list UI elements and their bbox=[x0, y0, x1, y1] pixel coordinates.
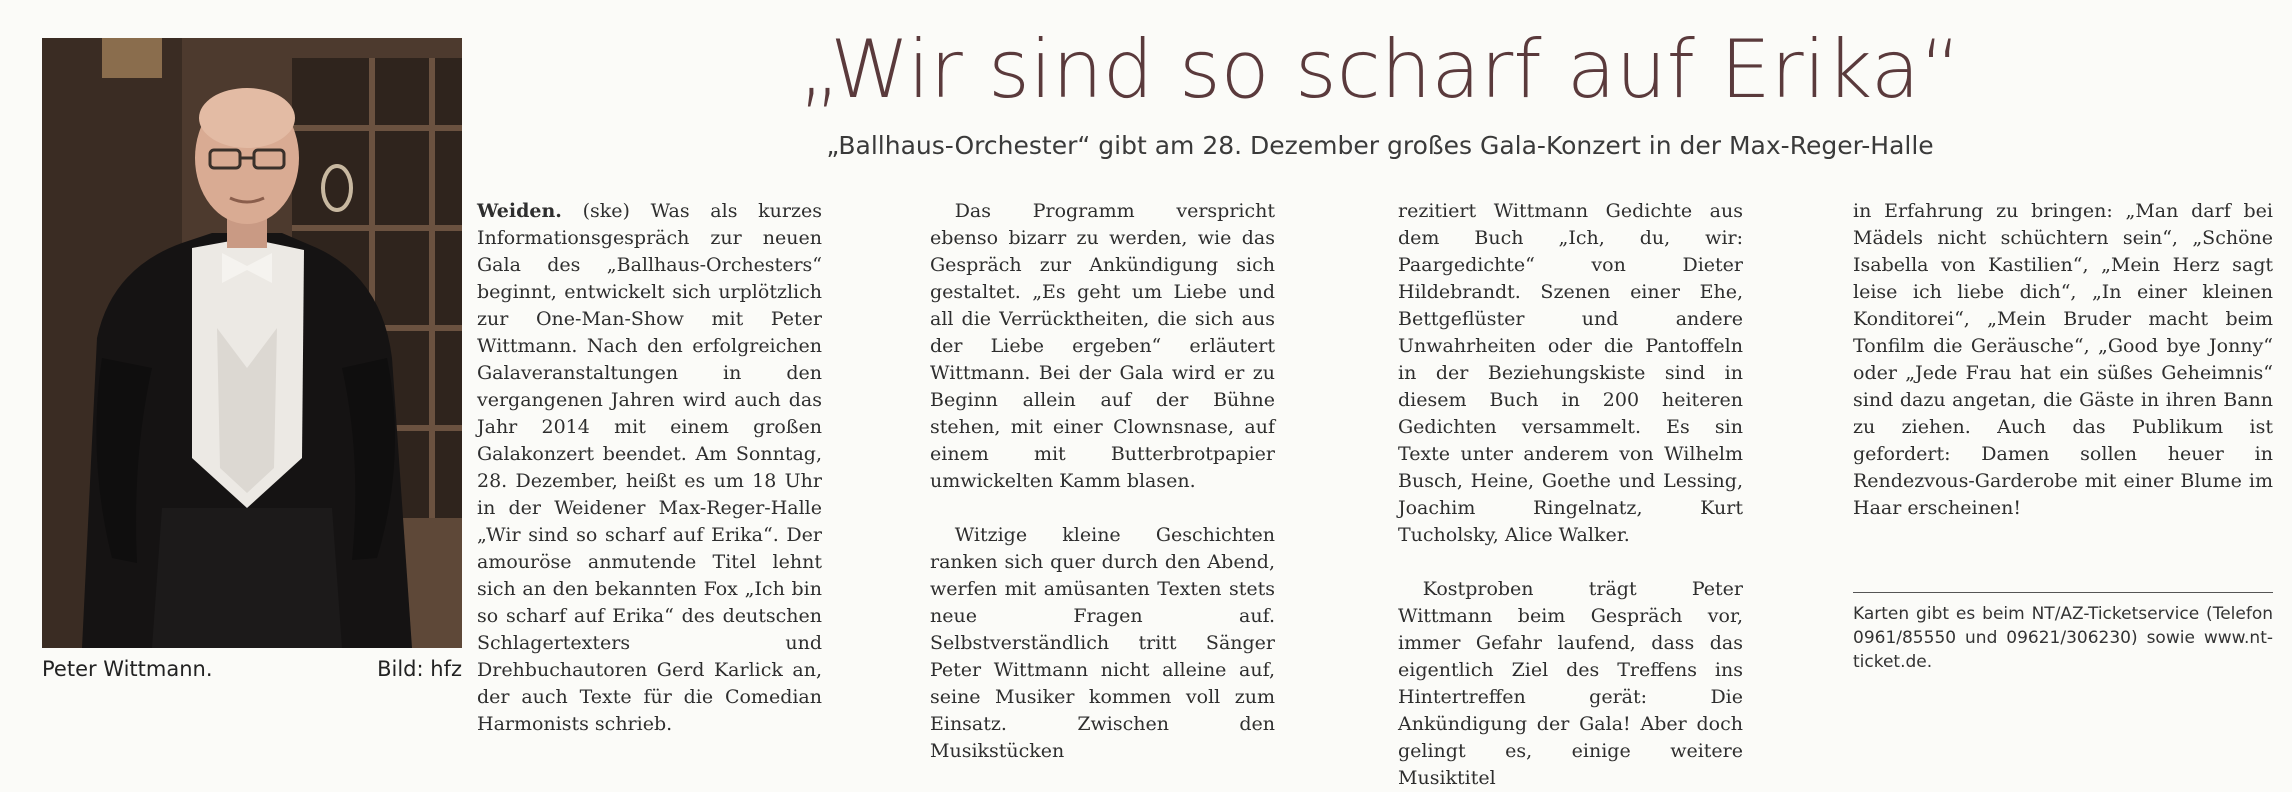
dateline: Weiden. bbox=[477, 200, 562, 222]
caption-credit: Bild: hfz bbox=[377, 657, 462, 681]
headline: „Wir sind so scharf auf Erika“ bbox=[798, 23, 1962, 116]
article-paragraph: rezitiert Wittmann Gedichte aus dem Buch „Ich, du, wir: Paargedichte“ von Dieter Hildebrandt. Szenen einer Ehe, Bettgeflüster und andere Unwahrheiten oder die Pantoffeln in der Beziehungskiste sind in diesem Buch in 200 heiteren Gedichten versammelt. Es sin Texte unter anderem von Wilhelm Busch, Heine, Goethe und Lessing, Joachim Ringelnatz, Kurt Tucholsky, Alice Walker. bbox=[1398, 200, 1743, 546]
caption-name: Peter Wittmann. bbox=[42, 657, 213, 681]
info-divider bbox=[1853, 592, 2273, 593]
article-column-4 bbox=[1853, 198, 2273, 522]
article-paragraph: Kostproben trägt Peter Wittmann beim Gespräch vor, immer Gefahr laufend, dass das eigentlich Ziel des Treffens ins Hintertreffen gerät: Die Ankündigung der Gala! Aber doch gelingt es, einige weitere Musiktitel bbox=[1398, 578, 1743, 789]
article-paragraph: in Erfahrung zu bringen: „Man darf bei Mädels nicht schüchtern sein“, „Schöne Isabella von Kastilien“, „Mein Herz sagt leise ich liebe dich“, „In einer kleinen Konditorei“, „Mein Bruder macht beim Tonfilm die Geräusche“, „Good bye Jonny“ oder „Jede Frau hat ein süßes Geheimnis“ sind dazu angetan, die Gäste in ihren Bann zu ziehen. Auch das Publikum ist gefordert: Damen sollen heuer in Rendezvous-Garderobe mit einer Blume im Haar erscheinen! bbox=[1853, 200, 2273, 519]
photo-caption bbox=[42, 657, 462, 681]
article-paragraph: Witzige kleine Geschichten ranken sich quer durch den Abend, werfen mit amüsanten Texten stets neue Fragen auf. Selbstverständlich tritt Sänger Peter Wittmann nicht alleine auf, seine Musiker kommen voll zum Einsatz. Zwischen den Musikstücken bbox=[930, 524, 1275, 762]
article-paragraph: Das Programm verspricht ebenso bizarr zu werden, wie das Gespräch zur Ankündigung sich gestaltet. „Es geht um Liebe und all die Verrücktheiten, die sich aus der Liebe ergeben“ erläutert Wittmann. Bei der Gala wird er zu Beginn allein auf der Bühne stehen, mit einer Clownsnase, auf einem mit Butterbrotpapier umwickelten Kamm blasen. bbox=[930, 200, 1275, 492]
ticket-info: Karten gibt es beim NT/AZ-Ticketservice (Telefon 0961/85550 und 09621/306230) sowie www.nt-ticket.de. bbox=[1853, 604, 2273, 672]
article-column-1 bbox=[477, 198, 822, 738]
article-column-3 bbox=[1398, 198, 1743, 792]
paragraph-text: (ske) Was als kurzes Informationsgespräch zur neuen Gala des „Ballhaus-Orchesters“ beginnt, entwickelt sich urplötzlich zur One-Man-Show mit Peter Wittmann. Nach den erfolgreichen Galaveranstaltungen in den vergangenen Jahren wird auch das Jahr 2014 mit einem großen Galakonzert beendet. Am Sonntag, 28. Dezember, heißt es um 18 Uhr in der Weidener Max-Reger-Halle „Wir sind so scharf auf Erika“. Der amouröse anmutende Titel lehnt sich an den bekannten Fox „Ich bin so scharf auf Erika“ des deutschen Schlagertexters und Drehbuchautoren Gerd Karlick an, der auch Texte für die Comedian Harmonists schrieb. bbox=[477, 200, 822, 735]
article-column-2 bbox=[930, 198, 1275, 765]
subheadline: „Ballhaus-Orchester“ gibt am 28. Dezember großes Gala-Konzert in der Max-Reger-Halle bbox=[826, 131, 1934, 160]
article-photo bbox=[42, 38, 462, 648]
article-paragraph bbox=[477, 198, 822, 738]
